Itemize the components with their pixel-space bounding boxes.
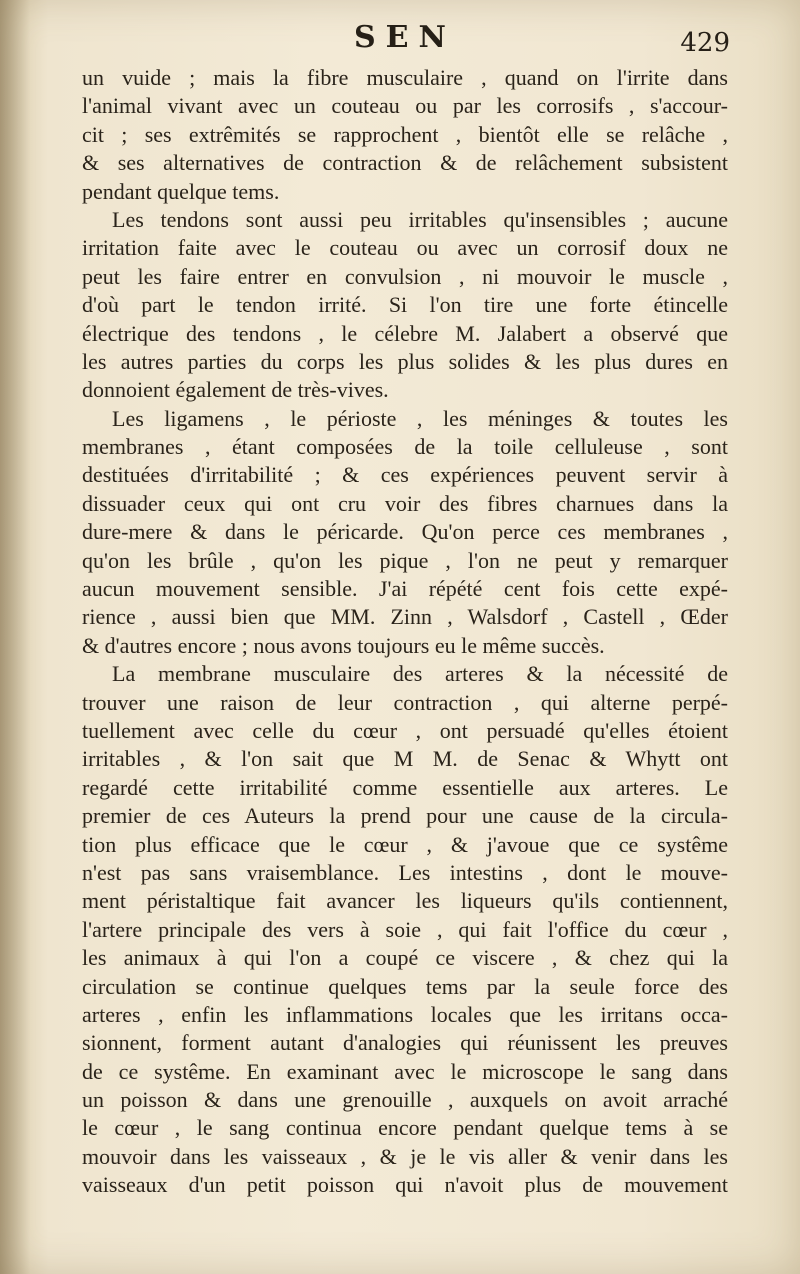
page-header bbox=[84, 14, 730, 64]
text-line: peut les faire entrer en convulsion , ni mouvoir le muscle , bbox=[82, 263, 728, 289]
text-line: dure-mere & dans le péricarde. Qu'on perce ces membranes , bbox=[82, 519, 728, 545]
text-line: trouver une raison de leur contraction , qui alterne perpé- bbox=[82, 689, 728, 715]
text-line: premier de ces Auteurs la prend pour une cause de la circula- bbox=[82, 803, 728, 829]
page-number: 429 bbox=[680, 28, 730, 58]
text-line: ment péristaltique fait avancer les liqueurs qu'ils contiennent, bbox=[82, 888, 728, 914]
text-line: & d'autres encore ; nous avons toujours eu le même succès. bbox=[82, 632, 605, 658]
text-line: le cœur , le sang continua encore pendant quelque tems à se bbox=[82, 1115, 728, 1141]
text-line: Les ligamens , le périoste , les méninges & toutes les bbox=[112, 405, 728, 431]
text-line: l'animal vivant avec un couteau ou par les corrosifs , s'accour- bbox=[82, 93, 728, 119]
text-line: les autres parties du corps les plus solides & les plus dures en bbox=[82, 348, 728, 374]
running-head: SEN bbox=[354, 20, 456, 55]
text-line: sionnent, forment autant d'analogies qui réunissent les preuves bbox=[82, 1030, 728, 1056]
text-line: de ce systême. En examinant avec le microscope le sang dans bbox=[82, 1058, 728, 1084]
text-line: pendant quelque tems. bbox=[82, 178, 280, 204]
text-line: dissuader ceux qui ont cru voir des fibres charnues dans la bbox=[82, 490, 728, 516]
text-line: cit ; ses extrêmités se rapprochent , bientôt elle se relâche , bbox=[82, 121, 728, 147]
text-line: La membrane musculaire des arteres & la nécessité de bbox=[112, 661, 728, 687]
text-line: tion plus efficace que le cœur , & j'avoue que ce systême bbox=[82, 831, 728, 857]
text-line: l'artere principale des vers à soie , qui fait l'office du cœur , bbox=[82, 916, 728, 942]
text-line: qu'on les brûle , qu'on les pique , l'on ne peut y remarquer bbox=[82, 547, 728, 573]
text-line: mouvoir dans les vaisseaux , & je le vis aller & venir dans les bbox=[82, 1143, 728, 1169]
text-line: & ses alternatives de contraction & de relâchement subsistent bbox=[82, 150, 728, 176]
text-line: destituées d'irritabilité ; & ces expériences peuvent servir à bbox=[82, 462, 728, 488]
text-line: un vuide ; mais la fibre musculaire , quand on l'irrite dans bbox=[82, 65, 728, 90]
text-line: Les tendons sont aussi peu irritables qu'insensibles ; aucune bbox=[112, 206, 728, 232]
text-line: irritation faite avec le couteau ou avec un corrosif doux ne bbox=[82, 235, 728, 261]
text-line: arteres , enfin les inflammations locales que les irritans occa- bbox=[82, 1001, 728, 1027]
text-line: circulation se continue quelques tems par la seule force des bbox=[82, 973, 728, 999]
body-text bbox=[82, 64, 728, 1200]
text-line: irritables , & l'on sait que M M. de Senac & Whytt ont bbox=[82, 746, 728, 772]
text-line: n'est pas sans vraisemblance. Les intestins , dont le mouve- bbox=[82, 859, 728, 885]
text-line: vaisseaux d'un petit poisson qui n'avoit plus de mouvement bbox=[82, 1172, 728, 1198]
text-line: électrique des tendons , le célebre M. Jalabert a observé que bbox=[82, 320, 728, 346]
text-line: un poisson & dans une grenouille , auxquels on avoit arraché bbox=[82, 1087, 728, 1113]
text-line: les animaux à qui l'on a coupé ce viscere , & chez qui la bbox=[82, 945, 728, 971]
text-line: tuellement avec celle du cœur , ont persuadé qu'elles étoient bbox=[82, 717, 728, 743]
page-gutter-shadow bbox=[0, 0, 30, 1274]
text-line: rience , aussi bien que MM. Zinn , Walsdorf , Castell , Œder bbox=[82, 604, 728, 630]
text-line: donnoient également de très-vives. bbox=[82, 377, 389, 403]
text-line: d'où part le tendon irrité. Si l'on tire une forte étincelle bbox=[82, 292, 728, 318]
text-line: regardé cette irritabilité comme essentielle aux arteres. Le bbox=[82, 774, 728, 800]
text-line: aucun mouvement sensible. J'ai répété cent fois cette expé- bbox=[82, 576, 728, 602]
text-line: membranes , étant composées de la toile celluleuse , sont bbox=[82, 434, 728, 460]
